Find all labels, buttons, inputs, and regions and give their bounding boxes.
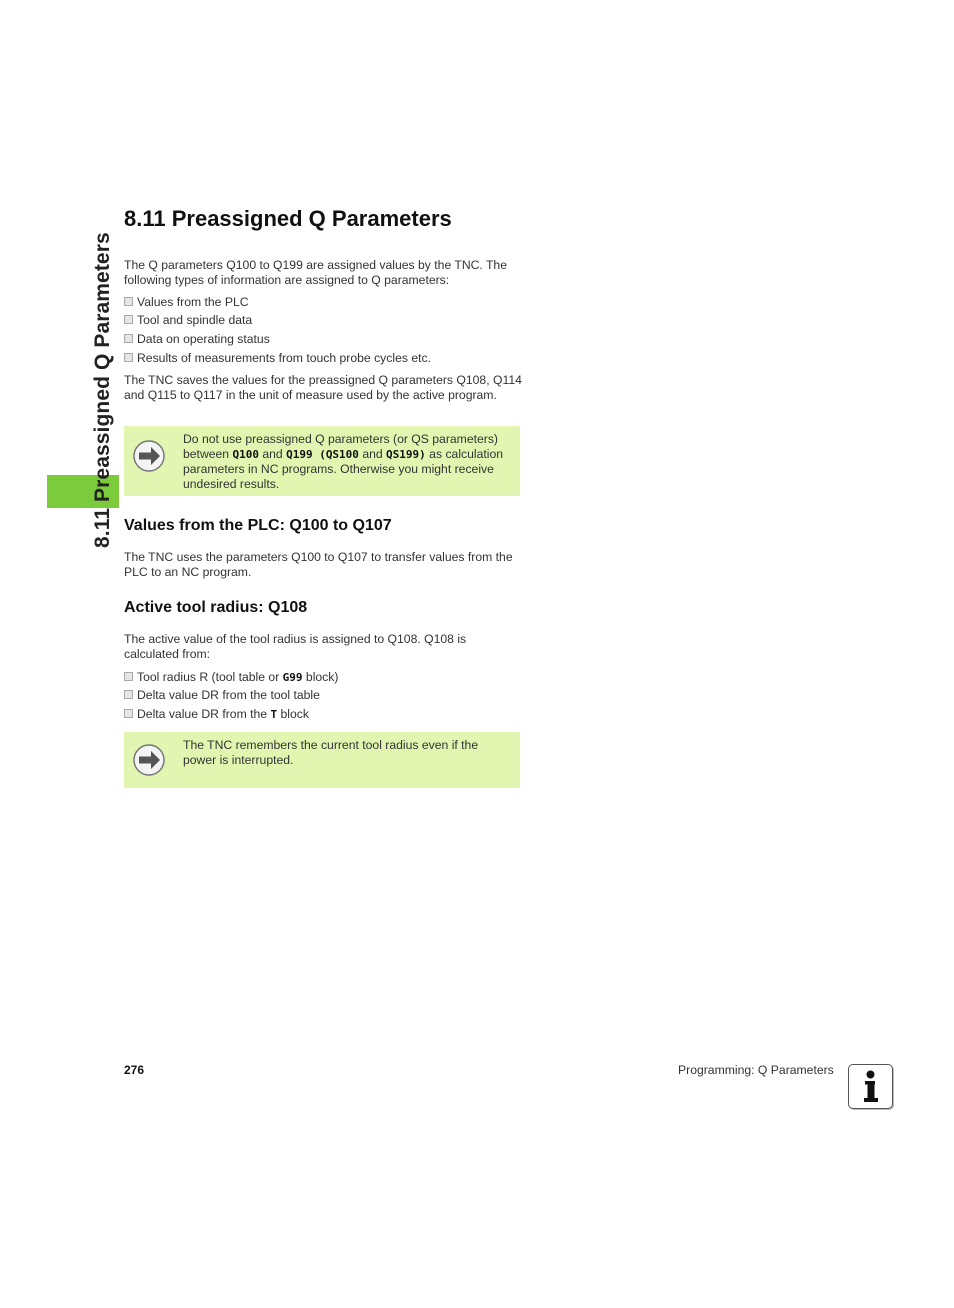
note-text: Do not use preassigned Q parameters (or QS parameters) between Q100 and Q199 (QS100 and QS199) as calculation parameters in NC programs. Otherwise you might receive undesired results. [183,432,504,491]
list-item: Values from the PLC [124,295,249,310]
radius-paragraph: The active value of the tool radius is assigned to Q108. Q108 is calculated from: [124,632,467,661]
note-box [124,426,520,496]
info-icon [848,1064,893,1109]
list-item: Tool and spindle data [124,313,252,328]
bullet-square-icon [124,690,133,699]
bullet-square-icon [124,297,133,306]
section-heading-plc: Values from the PLC: Q100 to Q107 [124,517,392,534]
bullet-square-icon [124,709,133,718]
list-item: Delta value DR from the tool table [124,688,320,703]
page-title: 8.11 Preassigned Q Parameters [124,206,452,231]
arrow-right-icon [133,440,165,472]
plc-paragraph: The TNC uses the parameters Q100 to Q107 to transfer values from the PLC to an NC program. [124,550,513,579]
note-box [124,732,520,788]
note-text: The TNC remembers the current tool radius even if the power is interrupted. [183,738,479,767]
bullet-square-icon [124,334,133,343]
intro-paragraph: The Q parameters Q100 to Q199 are assigned values by the TNC. The following types of information are assigned to Q parameters: [124,258,507,287]
page-number: 276 [124,1063,145,1077]
bullet-square-icon [124,672,133,681]
list-item: Results of measurements from touch probe cycles etc. [124,351,431,366]
side-chapter-title: 8.11 Preassigned Q Parameters [91,232,114,548]
list-item: Delta value DR from the T block [124,707,309,723]
arrow-right-icon [133,744,165,776]
bullet-square-icon [124,353,133,362]
footer-title: Programming: Q Parameters [678,1063,834,1077]
saves-paragraph: The TNC saves the values for the preassigned Q parameters Q108, Q114 and Q115 to Q117 in the unit of measure used by the active program. [124,373,522,402]
bullet-square-icon [124,315,133,324]
section-heading-radius: Active tool radius: Q108 [124,599,308,616]
list-item: Tool radius R (tool table or G99 block) [124,670,338,686]
list-item: Data on operating status [124,332,270,347]
